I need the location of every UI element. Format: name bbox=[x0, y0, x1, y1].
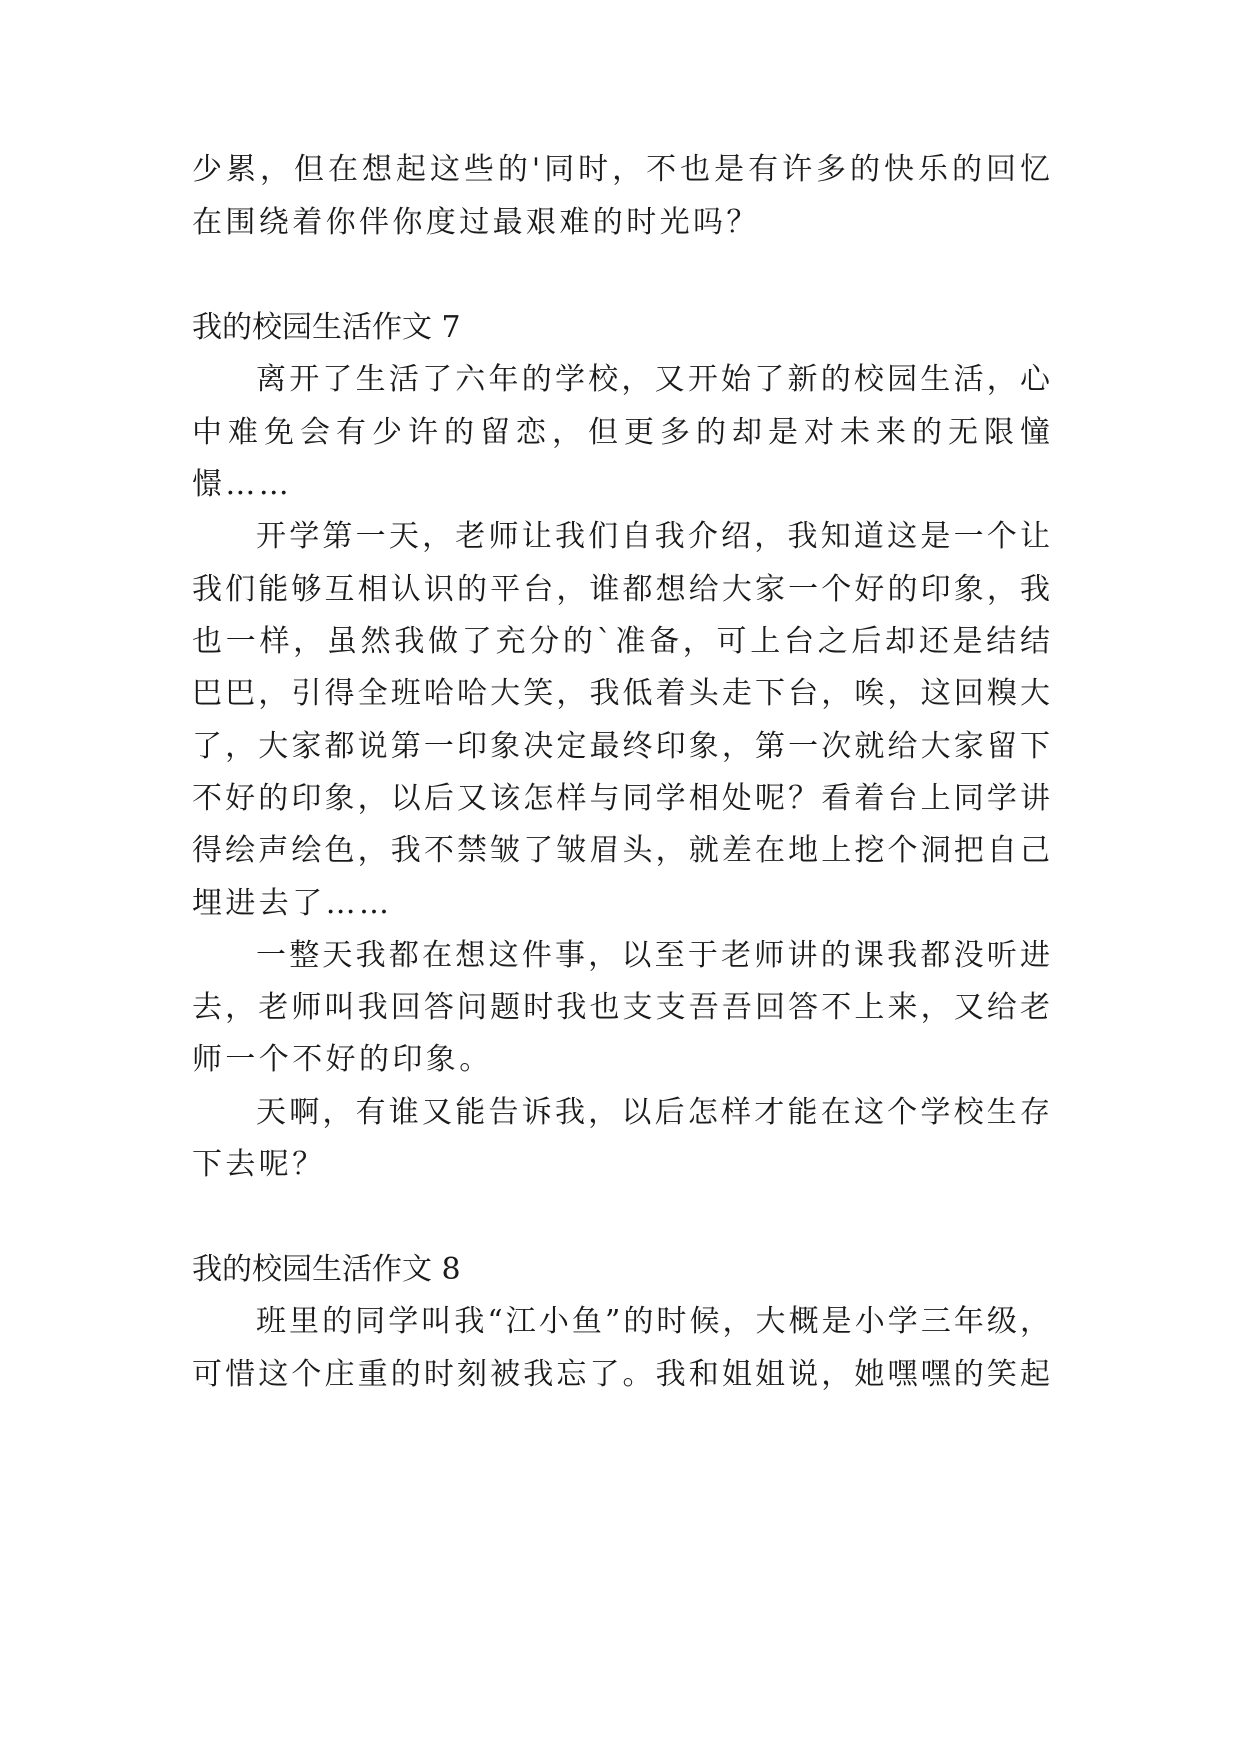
text-line: 了，大家都说第一印象决定最终印象，第一次就给大家留下 bbox=[192, 729, 1050, 764]
text-line: 班里的同学叫我“江小鱼”的时候，大概是小学三年级， bbox=[256, 1304, 1050, 1339]
text-line: 埋进去了…… bbox=[192, 886, 393, 921]
text-line: 也一样，虽然我做了充分的`准备，可上台之后却还是结结 bbox=[192, 624, 1050, 659]
text-line: 可惜这个庄重的时刻被我忘了。我和姐姐说，她嘿嘿的笑起 bbox=[192, 1357, 1050, 1392]
text-line: 去，老师叫我回答问题时我也支支吾吾回答不上来，又给老 bbox=[192, 990, 1050, 1025]
text-line: 中难免会有少许的留恋，但更多的却是对未来的无限憧 bbox=[192, 415, 1050, 450]
text-line: 一整天我都在想这件事，以至于老师讲的课我都没听进 bbox=[256, 938, 1050, 973]
text-line: 师一个不好的印象。 bbox=[192, 1042, 493, 1077]
text-line: 下去呢？ bbox=[192, 1147, 326, 1182]
text-line: 巴巴，引得全班哈哈大笑，我低着头走下台，唉，这回糗大 bbox=[192, 676, 1050, 711]
essay-heading: 我的校园生活作文 8 bbox=[192, 1252, 461, 1287]
text-line: 不好的印象，以后又该怎样与同学相处呢？看着台上同学讲 bbox=[192, 781, 1050, 816]
document-page bbox=[192, 0, 1050, 1754]
text-line: 天啊，有谁又能告诉我，以后怎样才能在这个学校生存 bbox=[256, 1095, 1050, 1130]
text-line: 憬…… bbox=[192, 467, 293, 502]
essay-heading: 我的校园生活作文 7 bbox=[192, 310, 461, 345]
text-line: 少累，但在想起这些的'同时，不也是有许多的快乐的回忆 bbox=[192, 152, 1050, 187]
text-line: 离开了生活了六年的学校，又开始了新的校园生活，心 bbox=[256, 362, 1050, 397]
text-line: 我们能够互相认识的平台，谁都想给大家一个好的印象，我 bbox=[192, 572, 1050, 607]
text-line: 在围绕着你伴你度过最艰难的时光吗？ bbox=[192, 205, 760, 240]
text-line: 得绘声绘色，我不禁皱了皱眉头，就差在地上挖个洞把自己 bbox=[192, 833, 1050, 868]
text-line: 开学第一天，老师让我们自我介绍，我知道这是一个让 bbox=[256, 519, 1050, 554]
